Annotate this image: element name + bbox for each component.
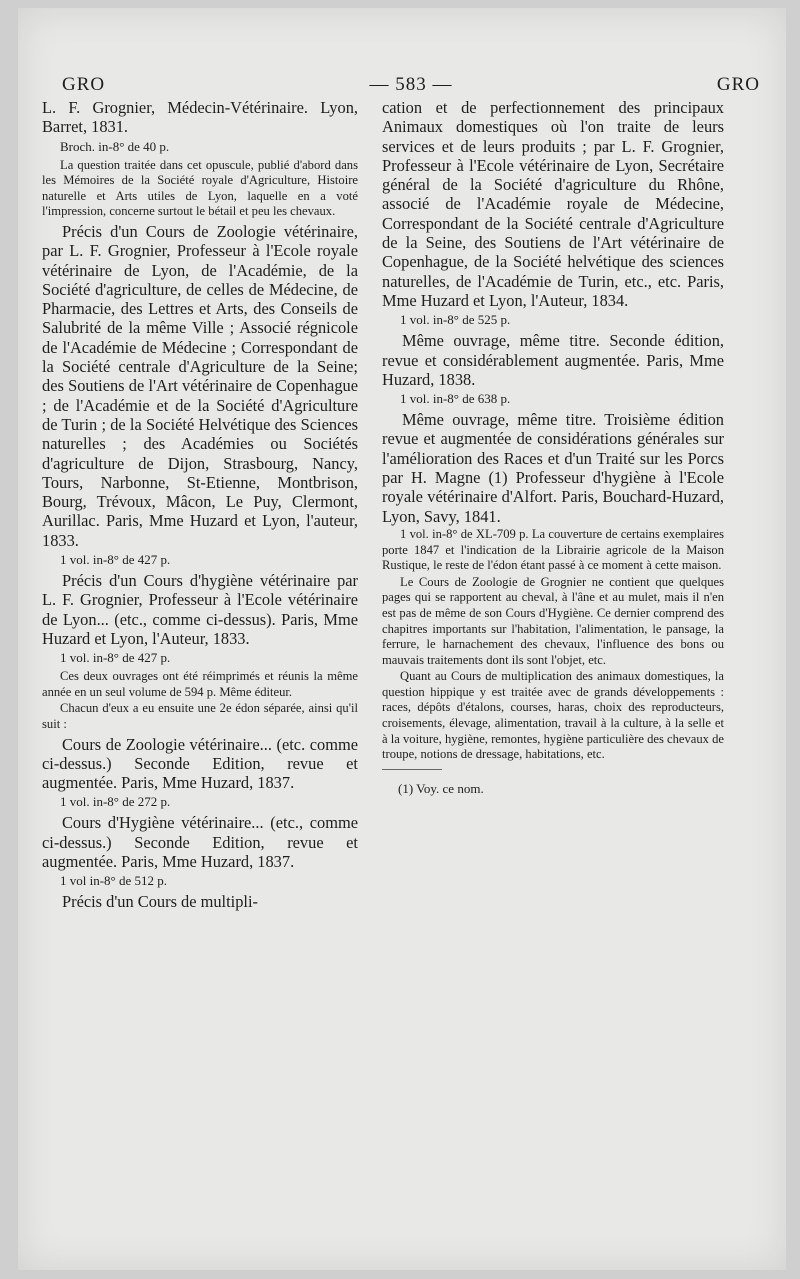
paragraph-small: La question traitée dans cet opuscule, publié d'abord dans les Mémoires de la Société royale d'Agriculture, Histoire naturelle et Arts utiles de Lyon, laquelle en a voté l'impression, concerne surtout le bétail et peu les chevaux. bbox=[42, 157, 358, 219]
paragraph-small: Chacun d'eux a eu ensuite une 2e édon séparée, ainsi qu'il suit : bbox=[42, 701, 358, 731]
paragraph-vol: 1 vol. in-8° de 272 p. bbox=[60, 794, 171, 810]
paragraph-vol: 1 vol. in-8° de 427 p. bbox=[60, 552, 171, 568]
page-number: — 583 — bbox=[369, 74, 453, 95]
paragraph-small: Le Cours de Zoologie de Grognier ne contient que quelques pages qui se rapportent au cheval, à l'âne et au mulet, mais il n'en est pas de même de son Cours d'Hygiène. Ce dernier comprend des chapitres importants sur l'habitation, l'alimentation, le pansage, la ferrure, le harnachement des chevaux, l'influence des bons ou mauvais traitements dont ils sont l'objet, etc. bbox=[382, 574, 724, 667]
paragraph-entry: Précis d'un Cours de Zoologie vétérinaire, par L. F. Grognier, Professeur à l'Ecole royale vétérinaire de Lyon, de l'Académie, de la Société d'agriculture, de celles de Médecine, de Pharmacie, des Lettres et Arts, des Conseils de Salubrité de la même Ville ; Associé régnicole de l'Académie de Médecine ; Correspondant de la Société centrale d'Agriculture de la Seine; des Soutiens de l'Art vétérinaire de Copenhague ; de l'Académie et de la Société d'Agriculture de Turin ; de la Société Helvétique des Sciences naturelles ; des Académies ou Sociétés d'agriculture de Dijon, Strasbourg, Nancy, Tours, Narbonne, St-Etienne, Montbrison, Bourg, Trévoux, Mâcon, Le Puy, Clermont, Aurillac. Paris, Mme Huzard et Lyon, l'auteur, 1833. bbox=[42, 221, 358, 550]
paragraph-vol: 1 vol. in-8° de 638 p. bbox=[400, 391, 511, 407]
paragraph-entry: Même ouvrage, même titre. Seconde édition, revue et considérablement augmentée. Paris, Mme Huzard, 1838. bbox=[382, 331, 724, 389]
paragraph-vol: 1 vol. in-8° de 525 p. bbox=[400, 312, 511, 328]
paragraph-entry: Précis d'un Cours de multipli- bbox=[62, 892, 258, 912]
paragraph-entry: Cours d'Hygiène vétérinaire... (etc., comme ci-dessus.) Seconde Edition, revue et augmentée. Paris, Mme Huzard, 1837. bbox=[42, 813, 358, 872]
paragraph-small: Ces deux ouvrages ont été réimprimés et réunis la même année en un seul volume de 594 p. Même éditeur. bbox=[42, 669, 358, 699]
footnote-rule bbox=[382, 769, 442, 770]
header-right-word: GRO bbox=[716, 74, 760, 95]
right-column bbox=[382, 98, 724, 797]
paragraph-vol: 1 vol. in-8° de 427 p. bbox=[60, 650, 171, 666]
paragraph-entry: Même ouvrage, même titre. Troisième édition revue et augmentée de considérations générales sur l'amélioration des Races et d'un Traité sur les Porcs par H. Magne (1) Professeur d'hygiène à l'Ecole royale vétérinaire d'Alfort. Paris, Bouchard-Huzard, Lyon, Savy, 1841. bbox=[382, 410, 724, 526]
paragraph-note: (1) Voy. ce nom. bbox=[398, 780, 484, 796]
paragraph-vol: 1 vol in-8° de 512 p. bbox=[60, 873, 168, 889]
paragraph-vol: Broch. in-8° de 40 p. bbox=[60, 138, 170, 154]
header-left-word: GRO bbox=[62, 74, 106, 95]
paragraph-first: L. F. Grognier, Médecin-Vétérinaire. Lyon, Barret, 1831. bbox=[42, 98, 358, 137]
paragraph-small: 1 vol. in-8° de XL-709 p. La couverture de certains exemplaires porte 1847 et l'indication de la Librairie agricole de la Maison Rustique, le reste de l'édon étant passé à ce moment à cette maison. bbox=[382, 526, 724, 573]
paragraph-entry: Précis d'un Cours d'hygiène vétérinaire par L. F. Grognier, Professeur à l'Ecole vétérinaire de Lyon... (etc., comme ci-dessus). Paris, Mme Huzard et Lyon, l'Auteur, 1833. bbox=[42, 571, 358, 648]
paragraph-entry: Cours de Zoologie vétérinaire... (etc. comme ci-dessus.) Seconde Edition, revue et augmentée. Paris, Mme Huzard, 1837. bbox=[42, 734, 358, 793]
paragraph-small: Quant au Cours de multiplication des animaux domestiques, la question hippique y est traitée avec de grands développements : races, dépôts d'étalons, courses, haras, choix des reproducteurs, croisements, élevage, alimentation, travail à la culture, à la selle et à la voiture, hygiène, remontes, hygiène particulière des chevaux de troupe, notions de dressage, habitations, etc. bbox=[382, 669, 724, 762]
paragraph-first: cation et de perfectionnement des principaux Animaux domestiques où l'on traite de leurs services et de leurs produits ; par L. F. Grognier, Professeur à l'Ecole vétérinaire de Lyon, Secrétaire général de la Société d'agriculture du Rhône, associé de l'Académie royale de Médecine, Correspondant de la Société centrale d'Agriculture de la Seine, des Soutiens de l'Art vétérinaire de Copenhague, de la Société helvétique des sciences naturelles, de l'Académie de Turin, etc., etc. Paris, Mme Huzard et Lyon, l'Auteur, 1834. bbox=[382, 98, 724, 310]
left-column bbox=[42, 98, 358, 912]
